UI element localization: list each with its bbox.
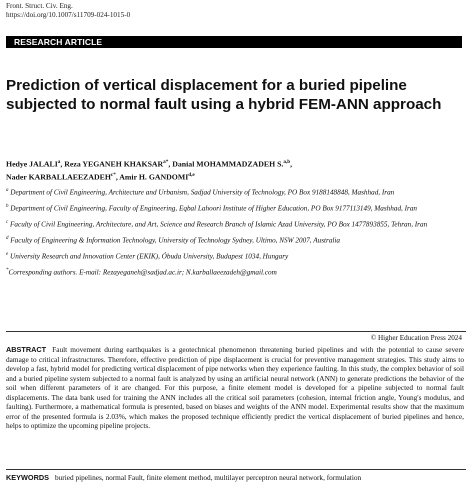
doi-link[interactable]: https://doi.org/10.1007/s11709-024-1015-0 xyxy=(6,11,131,19)
affiliation-text: Faculty of Engineering & Information Technology, University of Technology Sydney, Ultimo, NSW 2007, Australia xyxy=(10,236,341,245)
author-name: Reza YEGANEH KHAKSAR xyxy=(64,159,164,169)
author-sup: a,b xyxy=(283,159,291,165)
author-name: Amir H. GANDOMI xyxy=(119,172,189,182)
keywords-text: buried pipelines, normal Fault, finite element method, multilayer perceptron neural network, formulation xyxy=(54,473,362,482)
affiliation-sup: b xyxy=(6,203,9,209)
article-title: Prediction of vertical displacement for a buried pipeline subjected to normal fault using a hybrid FEM-ANN approach xyxy=(6,77,442,113)
affiliation-list xyxy=(6,186,472,282)
affiliation xyxy=(6,218,472,230)
author-name: Danial MOHAMMADZADEH S. xyxy=(172,159,284,169)
author-sup: c* xyxy=(110,171,116,178)
article-type-bar xyxy=(6,36,462,48)
affiliation-sup: a xyxy=(6,188,9,193)
author-sup: a* xyxy=(163,159,169,165)
journal-header xyxy=(6,2,130,20)
divider-top xyxy=(6,331,466,332)
article-type-label: RESEARCH ARTICLE xyxy=(14,37,103,47)
affiliation-sup: c xyxy=(6,219,9,225)
abstract-text: Fault movement during earthquakes is a geotechnical phenomenon threatening buried pipelines and with the potential to cause severe damage to critical infrastructures. Therefore, effective prediction of pipe displacement is crucial for preventive management strategies. This study aims to develop a fast, hybrid model for predicting vertical displacement of pipe networks when they experience faulting. In this study, the complex behavior of soil and a buried pipeline system subjected to a normal fault is analyzed by using an artificial neural network (ANN) to generate predictions the behavior of the soil when different parameters of it are changed. For this purpose, a finite element model is developed for a pipeline subjected to normal fault displacements. The data bank used for training the ANN includes all the critical soil parameters (cohesion, internal friction angle, Young's modulus, and faulting). Furthermore, a mathematical formula is presented, based on biases and weights of the ANN model. Experimental results show that the maximum error of the presented formula is 2.03%, which makes the proposed technique efficiently predict the vertical displacement of buried pipelines and hence, helps to optimize the upcoming pipeline projects. xyxy=(6,345,464,430)
affiliation-text: University Research and Innovation Center (EKIK), Óbuda University, Budapest 1034, Hungary xyxy=(10,252,289,261)
affiliation xyxy=(6,234,472,246)
author-sup: d,e xyxy=(188,171,195,178)
affiliation-sup: * xyxy=(6,267,9,273)
affiliation xyxy=(6,250,472,262)
affiliation-text: Department of Civil Engineering, Faculty of Engineering, Eqbal Lahoori Institute of Higher Education, PO Box 9177113149, Mashhad, Iran xyxy=(10,204,418,213)
abstract-block xyxy=(6,345,464,431)
affiliation-sup: d xyxy=(6,235,9,241)
keywords-block xyxy=(6,473,468,482)
author-name: Nader KARBALLAEEZADEH xyxy=(6,172,111,182)
author-list: Hedye JALALI$^a$, Reza YEGANEH $KHAKSAR^{a*}$, Danial MOHAMMADZADEH S.$^{a,b}$, Nader $KARBALLAEEZADEH^{c*}$, Amir H. GANDOMI$^{d,e}$ xyxy=(6,159,293,182)
affiliation-text: Faculty of Civil Engineering, Architecture, and Art, Science and Research Branch of Islamic Azad University, PO Box 1477893855, Tehran, Iran xyxy=(10,220,428,229)
affiliation xyxy=(6,186,472,198)
copyright-notice: © Higher Education Press 2024 xyxy=(370,334,462,342)
abstract-label: ABSTRACT xyxy=(6,345,47,354)
author-name: Hedye JALALI xyxy=(6,159,58,169)
journal-name: Front. Struct. Civ. Eng. xyxy=(6,2,73,10)
corresponding-author xyxy=(6,266,472,278)
divider-bottom xyxy=(6,469,466,470)
affiliation xyxy=(6,202,472,214)
affiliation-text: Department of Civil Engineering, Architecture and Urbanism, Sadjad University of Technology, PO Box 9188148848, Mashhad, Iran xyxy=(10,188,395,197)
author-sup: a xyxy=(57,159,61,165)
affiliation-sup: e xyxy=(6,251,9,257)
keywords-label: KEYWORDS xyxy=(6,473,49,482)
corresponding-author-text: Corresponding authors. E-mail: Rezayeganeh@sadjad.ac.ir; N.karballaeezadeh@gmail.com xyxy=(8,268,277,277)
